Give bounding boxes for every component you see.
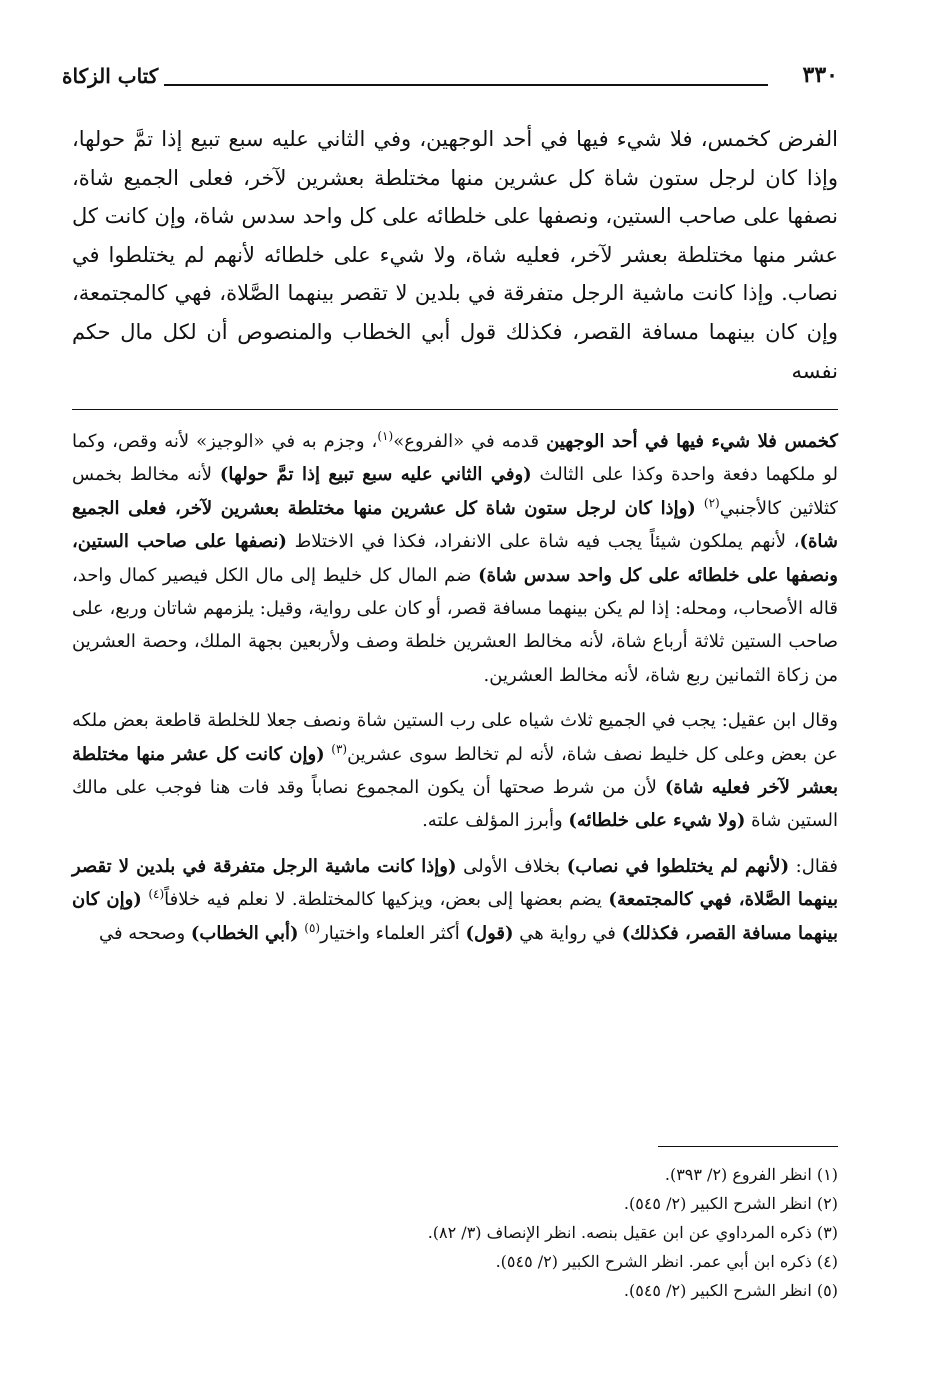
footnote-5: (٥) انظر الشرح الكبير (٢/ ٥٤٥). [623, 1281, 838, 1300]
commentary-paragraph-1 [72, 425, 838, 692]
header-rule [164, 84, 768, 86]
commentary-paragraph-2 [72, 704, 838, 838]
quoted-text: (وفي الثاني عليه سبع تبيع إذا تمَّ حولها) [219, 464, 532, 486]
commentary-text: وقال ابن عقيل: يجب في الجميع ثلاث شياه على رب الستين شاة ونصف جعلا للخلطة قاطعة بعض ملكه عن بعض وعلى كل خليط نصف شاة، لأنه لم تخالط سوى عشرين [72, 710, 838, 765]
page-header [62, 62, 838, 92]
commentary-paragraph-3 [72, 850, 838, 950]
footnote-2: (٢) انظر الشرح الكبير (٢/ ٥٤٥). [623, 1194, 838, 1213]
page-number: ٣٣٠ [802, 62, 838, 88]
footnotes [338, 1160, 838, 1305]
commentary-text: لأنه مخالط بخمس كثلاثين كالأجنبي [72, 464, 838, 519]
commentary-text: بخلاف الأولى [456, 855, 567, 877]
quoted-text: (ولا شيء على خلطائه) [568, 810, 746, 832]
quoted-text: (قول) [465, 922, 514, 944]
main-text-paragraph: الفرض كخمس، فلا شيء فيها في أحد الوجهين، وفي الثاني عليه سبع تبيع إذا تمَّ حولها، وإذا كان لرجل ستون شاة كل عشرين منها مختلطة بعشرين لآخر، فعلى الجميع شاة، نصفها على صاحب الستين، ونصفها على خلطائه على كل واحد سدس شاة، وإن كانت كل عشر منها مختلطة بعشر لآخر، فعليه شاة، ولا شيء على خلطائه لأنهم لم يختلطوا في نصاب. وإذا كانت ماشية الرجل متفرقة في بلدين لا تقصر بينهما الصَّلاة، فهي كالمجتمعة، وإن كان بينهما مسافة القصر، فكذلك قول أبي الخطاب والمنصوص أن لكل مال حكم نفسه [72, 127, 838, 383]
quoted-text: (لأنهم لم يختلطوا في نصاب) [566, 855, 790, 877]
commentary-text: وأبرز المؤلف علته. [422, 810, 569, 832]
footnote-ref-3[interactable]: (٣) [331, 741, 348, 756]
footnote-3: (٣) ذكره المرداوي عن ابن عقيل بنصه. انظر الإنصاف (٣/ ٨٢). [427, 1223, 838, 1242]
commentary-text: ضم المال كل خليط إلى مال الكل فيصير كمال واحد، قاله الأصحاب، ومحله: إذا لم يكن بينهما مسافة قصر، أو كان على رواية، وقيل: يلزمهم شاتان وربع، على صاحب الستين ثلاثة أرباع شاة، لأنه مخالط العشرين خلطة وصف ولأربعين بجهة الملك، وحصة العشرين من زكاة الثمانين ربع شاة، لأنه مخالط العشرين. [72, 564, 838, 686]
quoted-text: (وإذا كان لرجل ستون شاة كل عشرين منها مختلطة بعشرين لآخر، فعلى الجميع شاة) [72, 497, 838, 553]
quoted-text: (وإن كانت كل عشر منها مختلطة بعشر لآخر فعليه شاة) [72, 743, 838, 799]
commentary-text: قدمه في «الفروع» [393, 431, 547, 452]
main-text [72, 120, 838, 390]
commentary-text: لأن من شرط صحتها أن يكون المجموع نصاباً وقد فات هنا فوجب على مالك الستين شاة [72, 777, 838, 832]
footnote-1: (١) انظر الفروع (٢/ ٣٩٣). [664, 1165, 838, 1184]
footnote-divider [658, 1146, 838, 1147]
quoted-text: (أبي الخطاب) [190, 922, 299, 944]
quoted-text: (وإن كان بينهما مسافة القصر، فكذلك) [72, 889, 838, 944]
footnote-ref-5[interactable]: (٥) [304, 920, 321, 935]
commentary-text: ، وجزم به في «الوجيز» لأنه وقص، وكما لو ملكهما دفعة واحدة وكذا على الثالث [72, 431, 839, 486]
commentary-text: وصححه في [98, 922, 191, 944]
footnote-ref-1[interactable]: (١) [377, 429, 394, 443]
quoted-text: كخمس فلا شيء فيها في أحد الوجهين [546, 431, 838, 452]
commentary-text: يضم بعضها إلى بعض، ويزكيها كالمختلطة. لا نعلم فيه خلافاً [164, 889, 609, 911]
commentary-text: أكثر العلماء واختيار [320, 922, 466, 944]
footnote-ref-4[interactable]: (٤) [148, 887, 165, 902]
quoted-text: (نصفها على صاحب الستين، ونصفها على خلطائه على كل واحد سدس شاة) [72, 531, 838, 586]
commentary-text: في رواية هي [513, 922, 622, 944]
text-commentary-divider [72, 409, 838, 410]
commentary-text [696, 498, 704, 519]
footnote-ref-2[interactable]: (٢) [703, 495, 720, 510]
footnote-4: (٤) ذكره ابن أبي عمر. انظر الشرح الكبير (٢/ ٥٤٥). [495, 1252, 838, 1271]
commentary-text: فقال: [789, 855, 839, 877]
commentary [72, 425, 838, 950]
commentary-text: ، لأنهم يملكون شيئاً يجب فيه شاة على الانفراد، فكذا في الاختلاط [286, 531, 800, 553]
book-title: كتاب الزكاة [62, 64, 159, 88]
quoted-text: (وإذا كانت ماشية الرجل متفرقة في بلدين لا تقصر بينهما الصَّلاة، فهي كالمجتمعة) [72, 855, 838, 911]
